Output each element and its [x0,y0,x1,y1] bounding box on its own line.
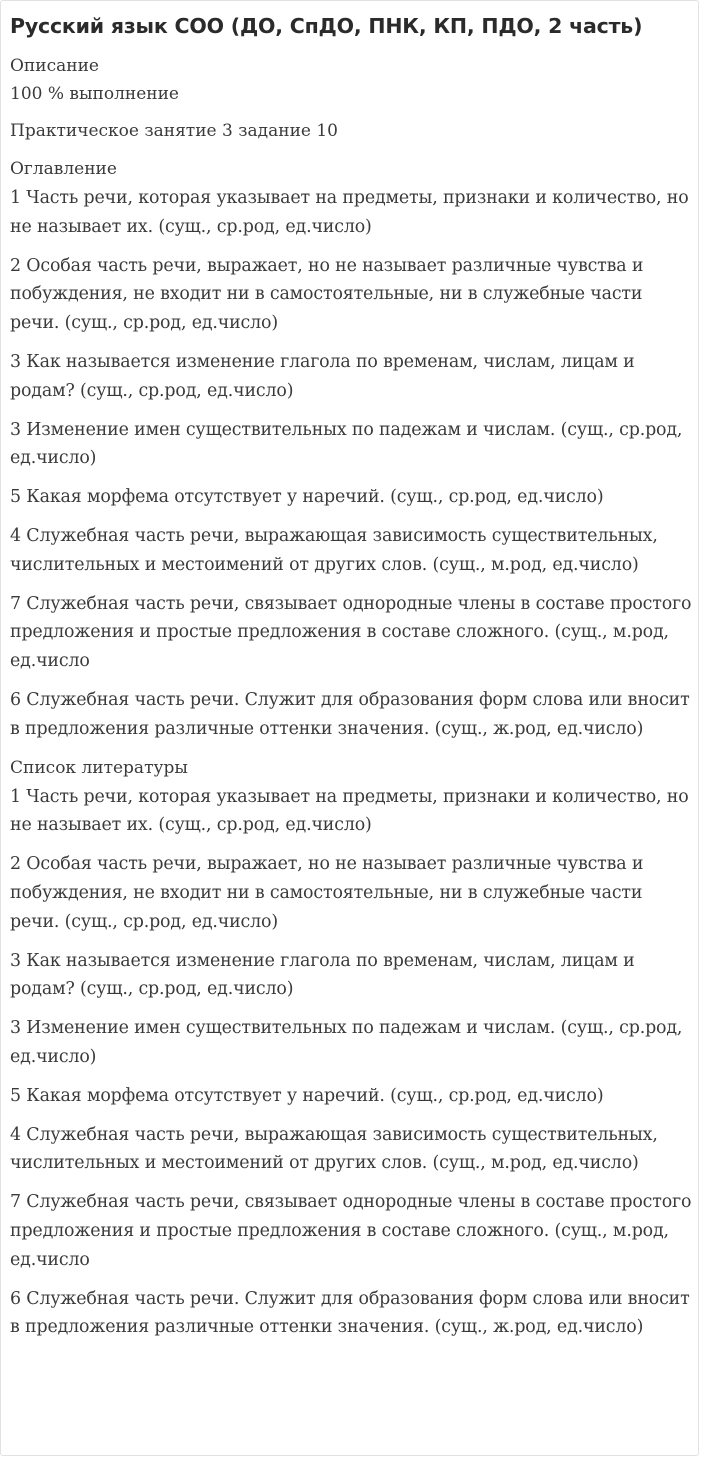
bibliography-item: 4 Служебная часть речи, выражающая зависимость существительных, числительных и местоимений от других слов. (сущ., м.род, ед.число) [10,1124,658,1174]
bibliography-list [10,783,694,1343]
toc-label: Оглавление [10,159,117,179]
toc-item: 5 Какая морфема отсутствует у наречий. (сущ., ср.род, ед.число) [10,487,604,508]
toc-item: 4 Служебная часть речи, выражающая зависимость существительных, числительных и местоимений от других слов. (сущ., м.род, ед.число) [10,525,658,575]
bibliography-item: 3 Изменение имен существительных по падежам и числам. (сущ., ср.род, ед.число) [10,1018,683,1067]
description-label: Описание [10,56,99,76]
page-title: Русский язык СОО (ДО, СпДО, ПНК, КП, ПДО, 2 часть) [10,14,643,38]
card-content [10,9,694,1352]
bibliography-item: 2 Особая часть речи, выражает, но не называет различные чувства и побуждения, не входит ни в самостоятельные, ни в служебные части речи. (сущ., ср.род, ед.число) [10,854,644,932]
bibliography-item: 1 Часть речи, которая указывает на предметы, признаки и количество, но не называет их. (сущ., ср.род, ед.число) [10,786,689,836]
bibliography-item: 3 Как называется изменение глагола по временам, числам, лицам и родам? (сущ., ср.род, ед.число) [10,950,635,1000]
task-text: Практическое занятие 3 задание 10 [10,121,338,141]
completion-text: 100 % выполнение [10,84,179,104]
bibliography-item: 7 Служебная часть речи, связывает однородные члены в составе простого предложения и простые предложения в составе сложного. (сущ., м.род, ед.число [10,1192,692,1270]
toc-item: 7 Служебная часть речи, связывает однородные члены в составе простого предложения и простые предложения в составе сложного. (сущ., м.род, ед.число [10,593,692,672]
bibliography-label: Список литературы [10,757,188,778]
toc-list [10,184,694,744]
toc-item: 3 Изменение имен существительных по падежам и числам. (сущ., ср.род, ед.число) [10,419,683,469]
toc-item: 6 Служебная часть речи. Служит для образования форм слова или вносит в предложения различные оттенки значения. (сущ., ж.род, ед.число) [10,689,690,739]
toc-item: 2 Особая часть речи, выражает, но не называет различные чувства и побуждения, не входит ни в самостоятельные, ни в служебные части речи. (сущ., ср.род, ед.число) [10,255,644,334]
toc-item: 1 Часть речи, которая указывает на предметы, признаки и количество, но не называет их. (сущ., ср.род, ед.число) [10,188,689,237]
bibliography-item: 5 Какая морфема отсутствует у наречий. (сущ., ср.род, ед.число) [10,1085,604,1106]
bibliography-item: 6 Служебная часть речи. Служит для образования форм слова или вносит в предложения различные оттенки значения. (сущ., ж.род, ед.число) [10,1288,690,1338]
toc-item: 3 Как называется изменение глагола по временам, числам, лицам и родам? (сущ., ср.род, ед.число) [10,351,635,401]
